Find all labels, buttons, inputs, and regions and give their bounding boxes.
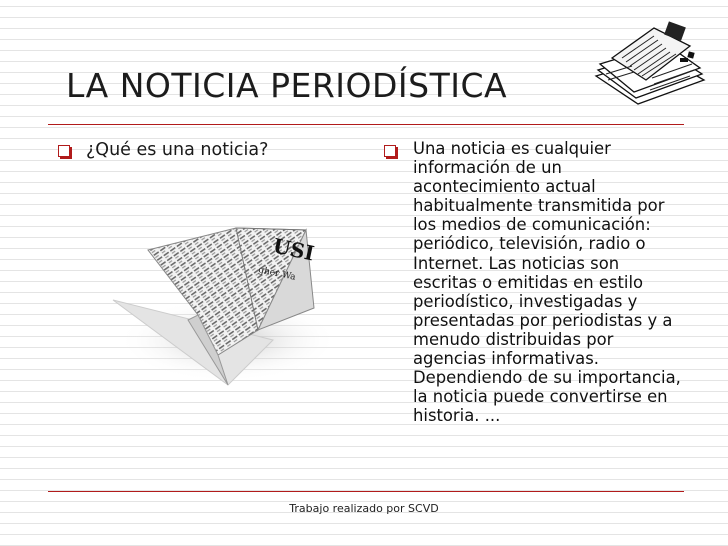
svg-text:USI: USI [270, 233, 317, 266]
svg-text:gher Wa: gher Wa [257, 265, 297, 283]
bullet-icon [58, 145, 70, 157]
title-divider [48, 124, 684, 125]
footer-divider [48, 491, 684, 492]
slide-title: LA NOTICIA PERIODÍSTICA [66, 66, 508, 105]
newspaper-stack-image [592, 18, 710, 110]
newspaper-paper-plane-image [108, 190, 358, 400]
footer-text: Trabajo realizado por SCVD [289, 502, 439, 515]
left-bullet-text: ¿Qué es una noticia? [86, 140, 269, 160]
right-bullet-text: Una noticia es cualquier información de un acontecimiento actual habitualmente transmitida por los medios de comunicación: periódico, televisión, radio o Internet. Las noticias son escritas o emitidas en estilo periodístico, investigadas y presentadas por periodistas y a menudo distribuidas por agencias informativas. Dependiendo de su importancia, la noticia puede convertirse en historia. ... [413, 139, 681, 426]
bullet-icon [384, 145, 396, 157]
